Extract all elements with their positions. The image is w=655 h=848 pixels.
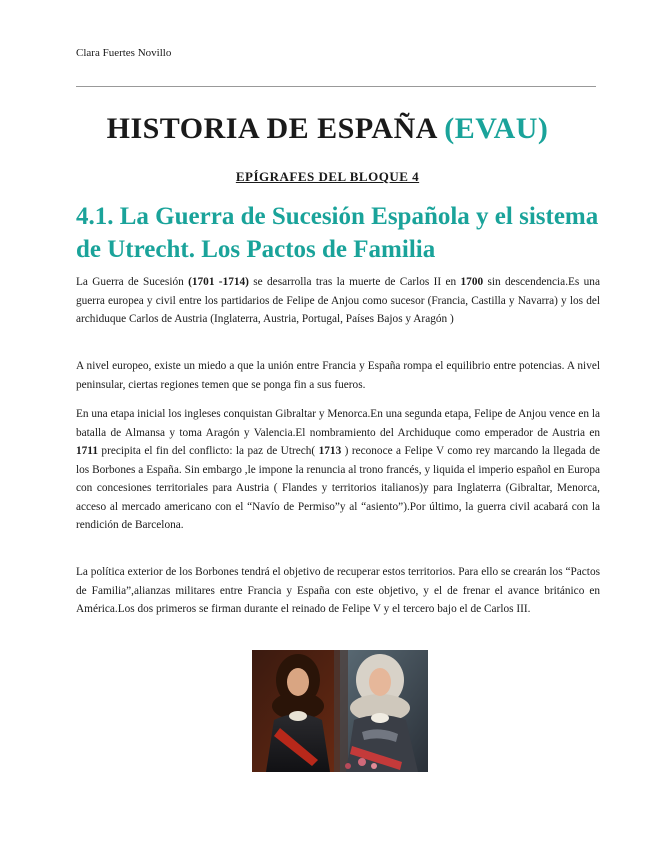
portraits-illustration	[252, 650, 428, 772]
paragraph-3-year-1711: 1711	[76, 445, 98, 457]
document-title-main: HISTORIA DE ESPAÑA	[106, 112, 437, 145]
paragraph-4: La política exterior de los Borbones tendrá el objetivo de recuperar estos territorios. Para ello se crearán los “Pactos de Familia”,alianzas militares entre Francia y España con este objetivo, y el de frenar el avance británico en América.Los dos primeros se firman durante el reinado de Felipe V y el tercero bajo el de Carlos III.	[76, 566, 600, 615]
paragraph-1-text-a: La Guerra de Sucesión	[76, 276, 189, 288]
block-subtitle: EPÍGRAFES DEL BLOQUE 4	[235, 169, 420, 184]
paragraph-3	[76, 405, 600, 535]
document-title	[0, 112, 655, 146]
portraits-image	[252, 650, 428, 772]
document-title-accent: (EVAU)	[444, 112, 549, 145]
paragraph-1	[76, 273, 600, 329]
paragraph-1-text-e: sin descendencia.Es una guerra europea y civil entre los partidarios de Felipe de Anjou como sucesor (Francia, Castilla y Navarra) y los del archiduque Carlos de Austria (Inglaterra, Austria, Portugal, Países Bajos y Aragón )	[76, 276, 600, 325]
paragraph-3-text-c: precipita el fin del conflicto: la paz de Utrech(	[97, 445, 319, 457]
author-name: Clara Fuertes Novillo	[76, 47, 172, 59]
section-heading: 4.1. La Guerra de Sucesión Española y el sistema de Utrecht. Los Pactos de Familia	[76, 203, 599, 263]
paragraph-1-year: 1700	[460, 276, 484, 288]
paragraph-3-year-1713: 1713	[318, 445, 342, 457]
paragraph-3-text-e: ) reconoce a Felipe V como rey marcando la llegada de los Borbones a España. Sin embargo ,le impone la renuncia al trono francés, y liquida el imperio español en Europa con concesiones territoriales para Austria ( Flandes y territorios italianos)y para Inglaterra (Gibraltar, Menorca, acceso al mercado americano con el “Navío de Permiso”y al “asiento”).Por último, la guerra civil acabará con la rendición de Barcelona.	[76, 445, 600, 531]
paragraph-1-date-range: (1701 -1714)	[188, 276, 249, 288]
header-divider	[76, 86, 596, 87]
paragraph-3-text-a: En una etapa inicial los ingleses conquistan Gibraltar y Menorca.En una segunda etapa, Felipe de Anjou vence en la batalla de Almansa y toma Aragón y Valencia.El nombramiento del Archiduque como emperador de Austria en	[76, 408, 600, 439]
paragraph-2: A nivel europeo, existe un miedo a que la unión entre Francia y España rompa el equilibrio entre potencias. A nivel peninsular, ciertas regiones temen que se ponga fin a sus fueros.	[76, 360, 600, 391]
paragraph-1-text-c: se desarrolla tras la muerte de Carlos II en	[248, 276, 461, 288]
